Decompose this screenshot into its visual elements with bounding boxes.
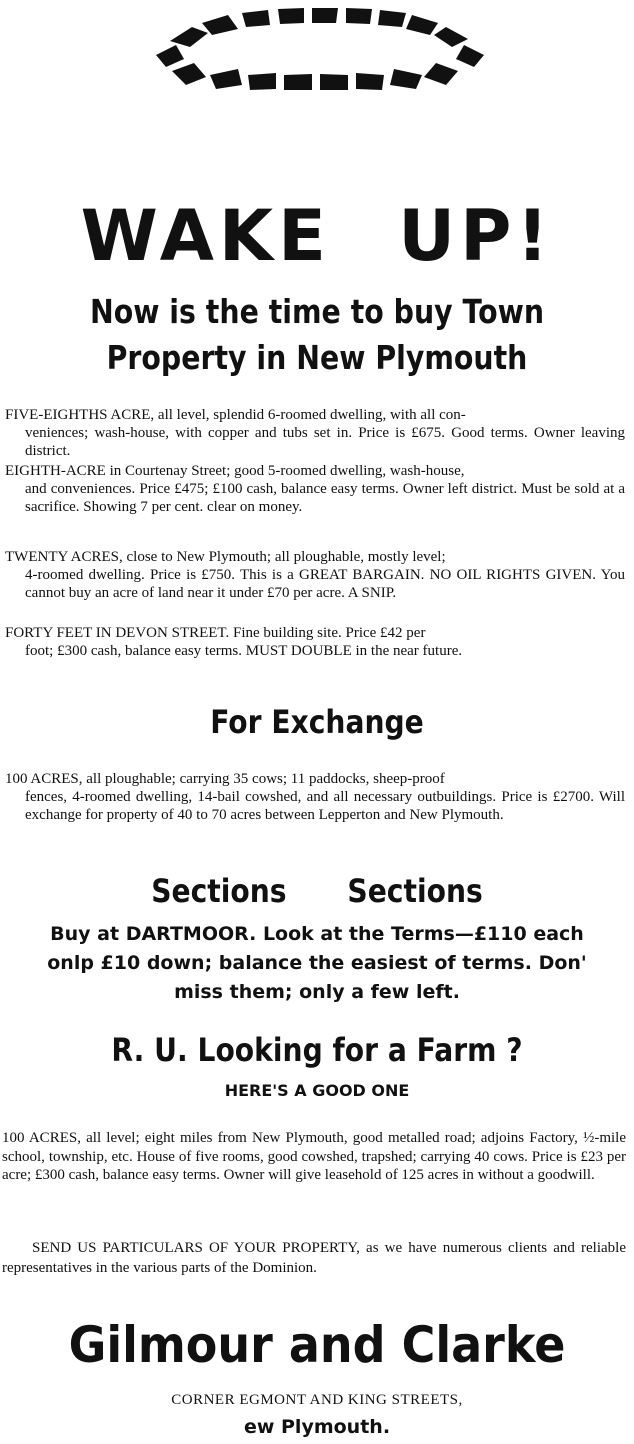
- firm-town: ew Plymouth.: [243, 1416, 391, 1438]
- listing-text: fences, 4-roomed dwelling, 14-bail cowshed, and all necessary outbuildings. Price is £2700. Will exchange for property of 40 to 70 acres between Lepperton and New Plymouth.: [25, 789, 625, 823]
- exchange-heading: For Exchange: [210, 703, 424, 741]
- sections-body: [10, 920, 624, 1007]
- listing-text: 4-roomed dwelling. Price is £750. This is a GREAT BARGAIN. NO OIL RIGHTS GIVEN. You cannot buy an acre of land near it under £70 per acre. A SNIP.: [25, 567, 625, 601]
- listing-five-eighths-acre: [5, 406, 625, 460]
- subheadline-line-2: Property in New Plymouth: [106, 338, 528, 377]
- sections-line-3: miss them; only a few left.: [174, 981, 460, 1003]
- listing-eighth-acre: [5, 462, 625, 516]
- listing-devon-street: [5, 624, 625, 660]
- sections-line-2: onlp £10 down; balance the easiest of terms. Don': [47, 952, 587, 974]
- sections-heading: Sections Sections: [151, 872, 483, 910]
- firm-name: Gilmour and Clarke: [68, 1316, 566, 1374]
- listing-text: and conveniences. Price £475; £100 cash, balance easy terms. Owner left district. Must be sold at a sacrifice. Showing 7 per cent. clear on money.: [25, 481, 625, 515]
- exchange-listing: [5, 770, 625, 824]
- headline: WAKE UP!: [80, 195, 554, 277]
- sections-line-1: Buy at DARTMOOR. Look at the Terms—£110 each: [50, 923, 584, 945]
- listing-lead: 100 ACRES, all ploughable; carrying 35 cows; 11 paddocks, sheep-proof: [5, 771, 445, 787]
- firm-address: CORNER EGMONT AND KING STREETS,: [171, 1392, 463, 1408]
- listing-lead: FORTY FEET IN DEVON STREET. Fine building site. Price £42 per: [5, 625, 426, 641]
- subheadline-line-1: Now is the time to buy Town: [89, 292, 545, 331]
- farm-listing: 100 ACRES, all level; eight miles from New Plymouth, good metalled road; adjoins Factory, ½-mile school, township, etc. House of five rooms, good cowshed, trapshed; carrying 40 cows. Price is £23 per acre; £300 cash, balance easy terms. Owner will give leasehold of 125 acres in without a goodwill.: [2, 1130, 626, 1183]
- listing-lead: FIVE-EIGHTHS ACRE, all level, splendid 6-roomed dwelling, with all con-: [5, 407, 466, 423]
- farm-subheading: HERE'S A GOOD ONE: [224, 1081, 410, 1100]
- farm-heading: R. U. Looking for a Farm ?: [111, 1031, 523, 1069]
- listing-lead: TWENTY ACRES, close to New Plymouth; all ploughable, mostly level;: [5, 549, 446, 565]
- decorative-border-ornament: [150, 5, 490, 93]
- listing-text: veniences; wash-house, with copper and tubs set in. Price is £675. Good terms. Owner leaving district.: [25, 425, 625, 459]
- listing-text: foot; £300 cash, balance easy terms. MUST DOUBLE in the near future.: [25, 643, 463, 659]
- listing-twenty-acres: [5, 548, 625, 602]
- listing-lead: EIGHTH-ACRE in Courtenay Street; good 5-roomed dwelling, wash-house,: [5, 463, 465, 479]
- send-particulars-notice: SEND US PARTICULARS OF YOUR PROPERTY, as we have numerous clients and reliable representatives in the various parts of the Dominion.: [2, 1240, 626, 1276]
